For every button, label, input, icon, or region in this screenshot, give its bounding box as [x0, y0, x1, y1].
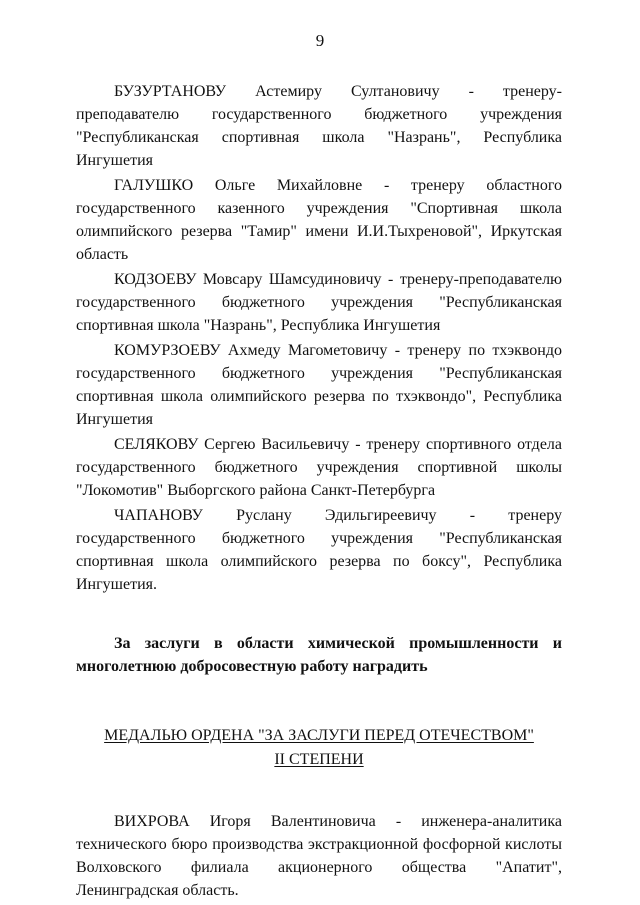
award-recipient-entry: БУЗУРТАНОВУ Астемиру Султановичу - тренеру-преподавателю государственного бюджетного учреждения "Республиканская спортивная школа "Назрань", Республика Ингушетия: [76, 83, 562, 169]
award-title: [76, 724, 562, 772]
section-heading: За заслуги в области химической промышленности и многолетнюю добросовестную работу наградить: [76, 635, 562, 675]
award-recipient-entry: КОДЗОЕВУ Мовсару Шамсудиновичу - тренеру-преподавателю государственного бюджетного учреждения "Республиканская спортивная школа "Назрань", Республика Ингушетия: [76, 271, 562, 334]
document-body: [76, 80, 562, 904]
award-recipient-entry: ВИХРОВА Игоря Валентиновича - инженера-аналитика технического бюро производства экстракционной фосфорной кислоты Волховского филиала акционерного общества "Апатит", Ленинградская область.: [76, 813, 562, 899]
award-recipient-entry: СЕЛЯКОВУ Сергею Васильевичу - тренеру спортивного отдела государственного бюджетного учреждения спортивной школы "Локомотив" Выборгского района Санкт-Петербурга: [76, 436, 562, 499]
award-recipient-entry: ГАЛУШКО Ольге Михайловне - тренеру областного государственного казенного учреждения "Спортивная школа олимпийского резерва "Тамир" имени И.И.Тыхреновой", Иркутская область: [76, 177, 562, 263]
award-title-line-2: II СТЕПЕНИ: [274, 751, 364, 768]
award-recipient-entry: КОМУРЗОЕВУ Ахмеду Магометовичу - тренеру по тхэквондо государственного бюджетного учреждения "Республиканская спортивная школа олимпийского резерва по тхэквондо", Республика Ингушетия: [76, 342, 562, 428]
page-number: 9: [315, 31, 325, 50]
award-recipient-entry: ЧАПАНОВУ Руслану Эдильгиреевичу - тренеру государственного бюджетного учреждения "Республиканская спортивная школа олимпийского резерва по боксу", Республика Ингушетия.: [76, 507, 562, 593]
award-title-line-1: МЕДАЛЬЮ ОРДЕНА "ЗА ЗАСЛУГИ ПЕРЕД ОТЕЧЕСТВОМ": [104, 727, 534, 744]
